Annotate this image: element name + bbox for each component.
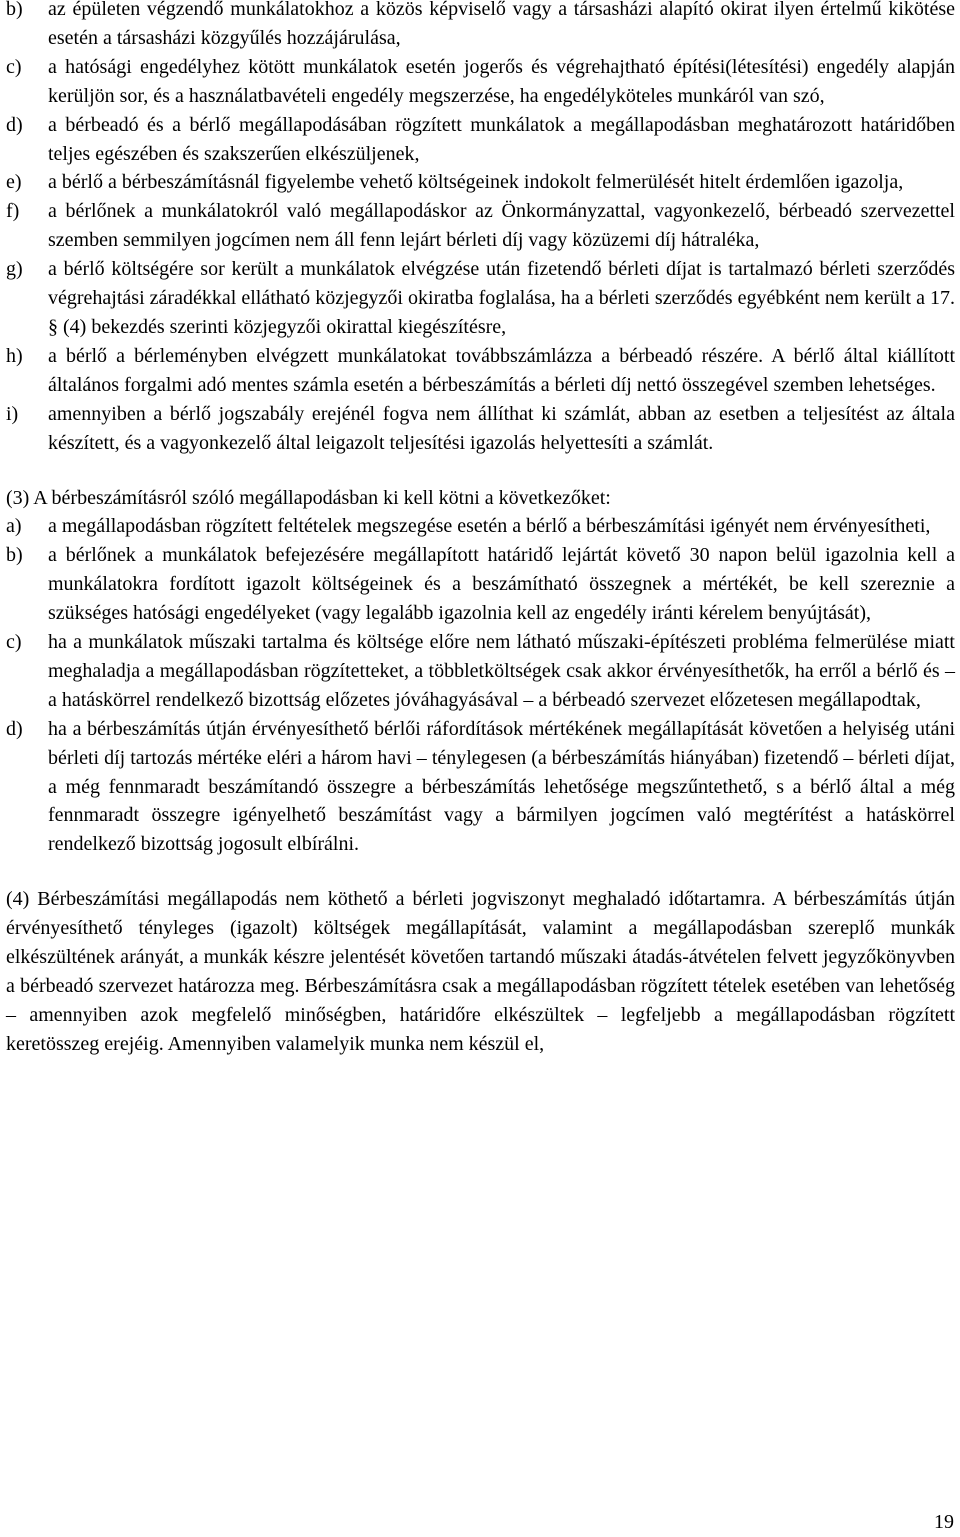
list-item [6, 541, 955, 628]
list-item [6, 197, 955, 255]
list-item [6, 168, 955, 197]
list-item-text: a bérbeadó és a bérlő megállapodásában rögzített munkálatok a megállapodásban meghatározott határidőben teljes egészében és szakszerűen elkészüljenek, [48, 113, 955, 165]
list-item-label: h) [6, 344, 23, 367]
list-item-label: c) [6, 55, 22, 78]
list-item [6, 400, 955, 458]
list-item [6, 512, 955, 541]
list-item-text: ha a bérbeszámítás útján érvényesíthető bérlői ráfordítások mértékének megállapítását követően a helyiség utáni bérleti díj tartozás mértéke eléri a három havi – ténylegesen (a bérbeszámítás hiányában) fizetendő – bérleti díjat, a még fennmaradt beszámítandó összegre a bérbeszámítás lehetősége megszűntethető, s a bérlő által a még fennmaradt összegre igényelhető beszámítást vagy a bármilyen jogcímen való megtérítést a hatáskörrel rendelkező bizottság jogosult elbírálni. [48, 717, 955, 856]
list-item [6, 342, 955, 400]
list-item-text: a hatósági engedélyhez kötött munkálatok esetén jogerős és végrehajtható építési(létesítési) engedély alapján kerüljön sor, és a használatbavételi engedély megszerzése, ha engedélyköteles munkáról van szó, [48, 55, 955, 107]
list-item-label: c) [6, 631, 22, 654]
document-page [6, 0, 955, 1059]
list-item-label: b) [6, 0, 23, 20]
list-item-text: a megállapodásban rögzített feltételek megszegése esetén a bérlő a bérbeszámítási igényét nem érvényesítheti, [48, 515, 931, 538]
list-item-text: a bérlő a bérleményben elvégzett munkálatokat továbbszámlázza a bérbeadó részére. A bérlő által kiállított általános forgalmi adó mentes számla esetén a bérbeszámítás a bérleti díj nettó összegével szemben lehetséges. [48, 344, 955, 396]
list-item [6, 111, 955, 169]
list-item [6, 715, 955, 860]
list-item [6, 0, 955, 53]
list-item-text: az épületen végzendő munkálatokhoz a közös képviselő vagy a társasházi alapító okirat ilyen értelmű kikötése esetén a társasházi közgyűlés hozzájárulása, [48, 0, 955, 49]
list-item-label: f) [6, 200, 20, 223]
list-item-label: d) [6, 113, 23, 136]
list-item-text: a bérlőnek a munkálatokról való megállapodáskor az Önkormányzattal, vagyonkezelő, bérbeadó szervezettel szemben semmilyen jogcímen nem áll fenn lejárt bérleti díj vagy közüzemi díj hátraléka, [48, 200, 955, 252]
list-item-text: ha a munkálatok műszaki tartalma és költsége előre nem látható műszaki-építészeti probléma felmerülése miatt meghaladja a megállapodásban rögzítetteket, a többletköltségek csak akkor érvényesíthetők, ha erről a bérlő és – a hatáskörrel rendelkező bizottság előzetes jóváhagyásával – a bérbeadó szervezet előzetesen megállapodtak, [48, 631, 955, 711]
list-item-text: a bérlő költségére sor került a munkálatok elvégzése után fizetendő bérleti díjat is tartalmazó bérleti szerződés végrehajtási záradékkal ellátható közjegyzői okiratba foglalása, ha a bérleti szerződés egyébként nem került a 17. § (4) bekezdés szerinti közjegyzői okirattal kiegészítésre, [48, 258, 955, 338]
list-item-text: amennyiben a bérlő jogszabály erejénél fogva nem állíthat ki számlát, abban az esetben a teljesítést az általa készített, és a vagyonkezelő által leigazolt teljesítési igazolás helyettesíti a számlát. [48, 402, 955, 454]
list-item [6, 53, 955, 111]
list-item-label: g) [6, 258, 23, 281]
list-item-label: d) [6, 717, 23, 740]
list-item-label: e) [6, 171, 22, 194]
list-item-label: i) [6, 402, 19, 425]
list-item [6, 255, 955, 342]
list-item [6, 628, 955, 715]
list-item-text: a bérlő a bérbeszámításnál figyelembe vehető költségeinek indokolt felmerülését hitelt érdemlően igazolja, [48, 171, 904, 194]
section-2-list [6, 0, 955, 458]
page-number: 19 [934, 1511, 954, 1533]
list-item-label: a) [6, 515, 22, 538]
section-3-list [6, 512, 955, 859]
list-item-label: b) [6, 544, 23, 567]
section-3-heading: (3) A bérbeszámításról szóló megállapodásban ki kell kötni a következőket: [6, 486, 611, 509]
list-item-text: a bérlőnek a munkálatok befejezésére megállapított határidő lejártát követő 30 napon belül igazolnia kell a munkálatokra fordított igazolt költségeinek és a beszámítható összegnek a mértékét, be kell szereznie a szükséges hatósági engedélyeket (vagy legalább igazolnia kell az engedély iránti kérelem benyújtását), [48, 544, 955, 625]
section-4-paragraph: (4) Bérbeszámítási megállapodás nem köthető a bérleti jogviszonyt meghaladó időtartamra. A bérbeszámítás útján érvényesíthető tényleges (igazolt) költségek megállapítását, valamint a megállapodásban szereplő munkák elkészültének arányát, a munkák készre jelentését követően tartandó műszaki átadás-átvételen felvett jegyzőkönyvben a bérbeadó szervezet határozza meg. Bérbeszámításra csak a megállapodásban rögzített tételek esetében van lehetőség – amennyiben azok megfelelő minőségben, határidőre elkészültek – legfeljebb a megállapodásban rögzített keretösszeg erejéig. Amennyiben valamelyik munka nem készül el, [6, 888, 955, 1055]
